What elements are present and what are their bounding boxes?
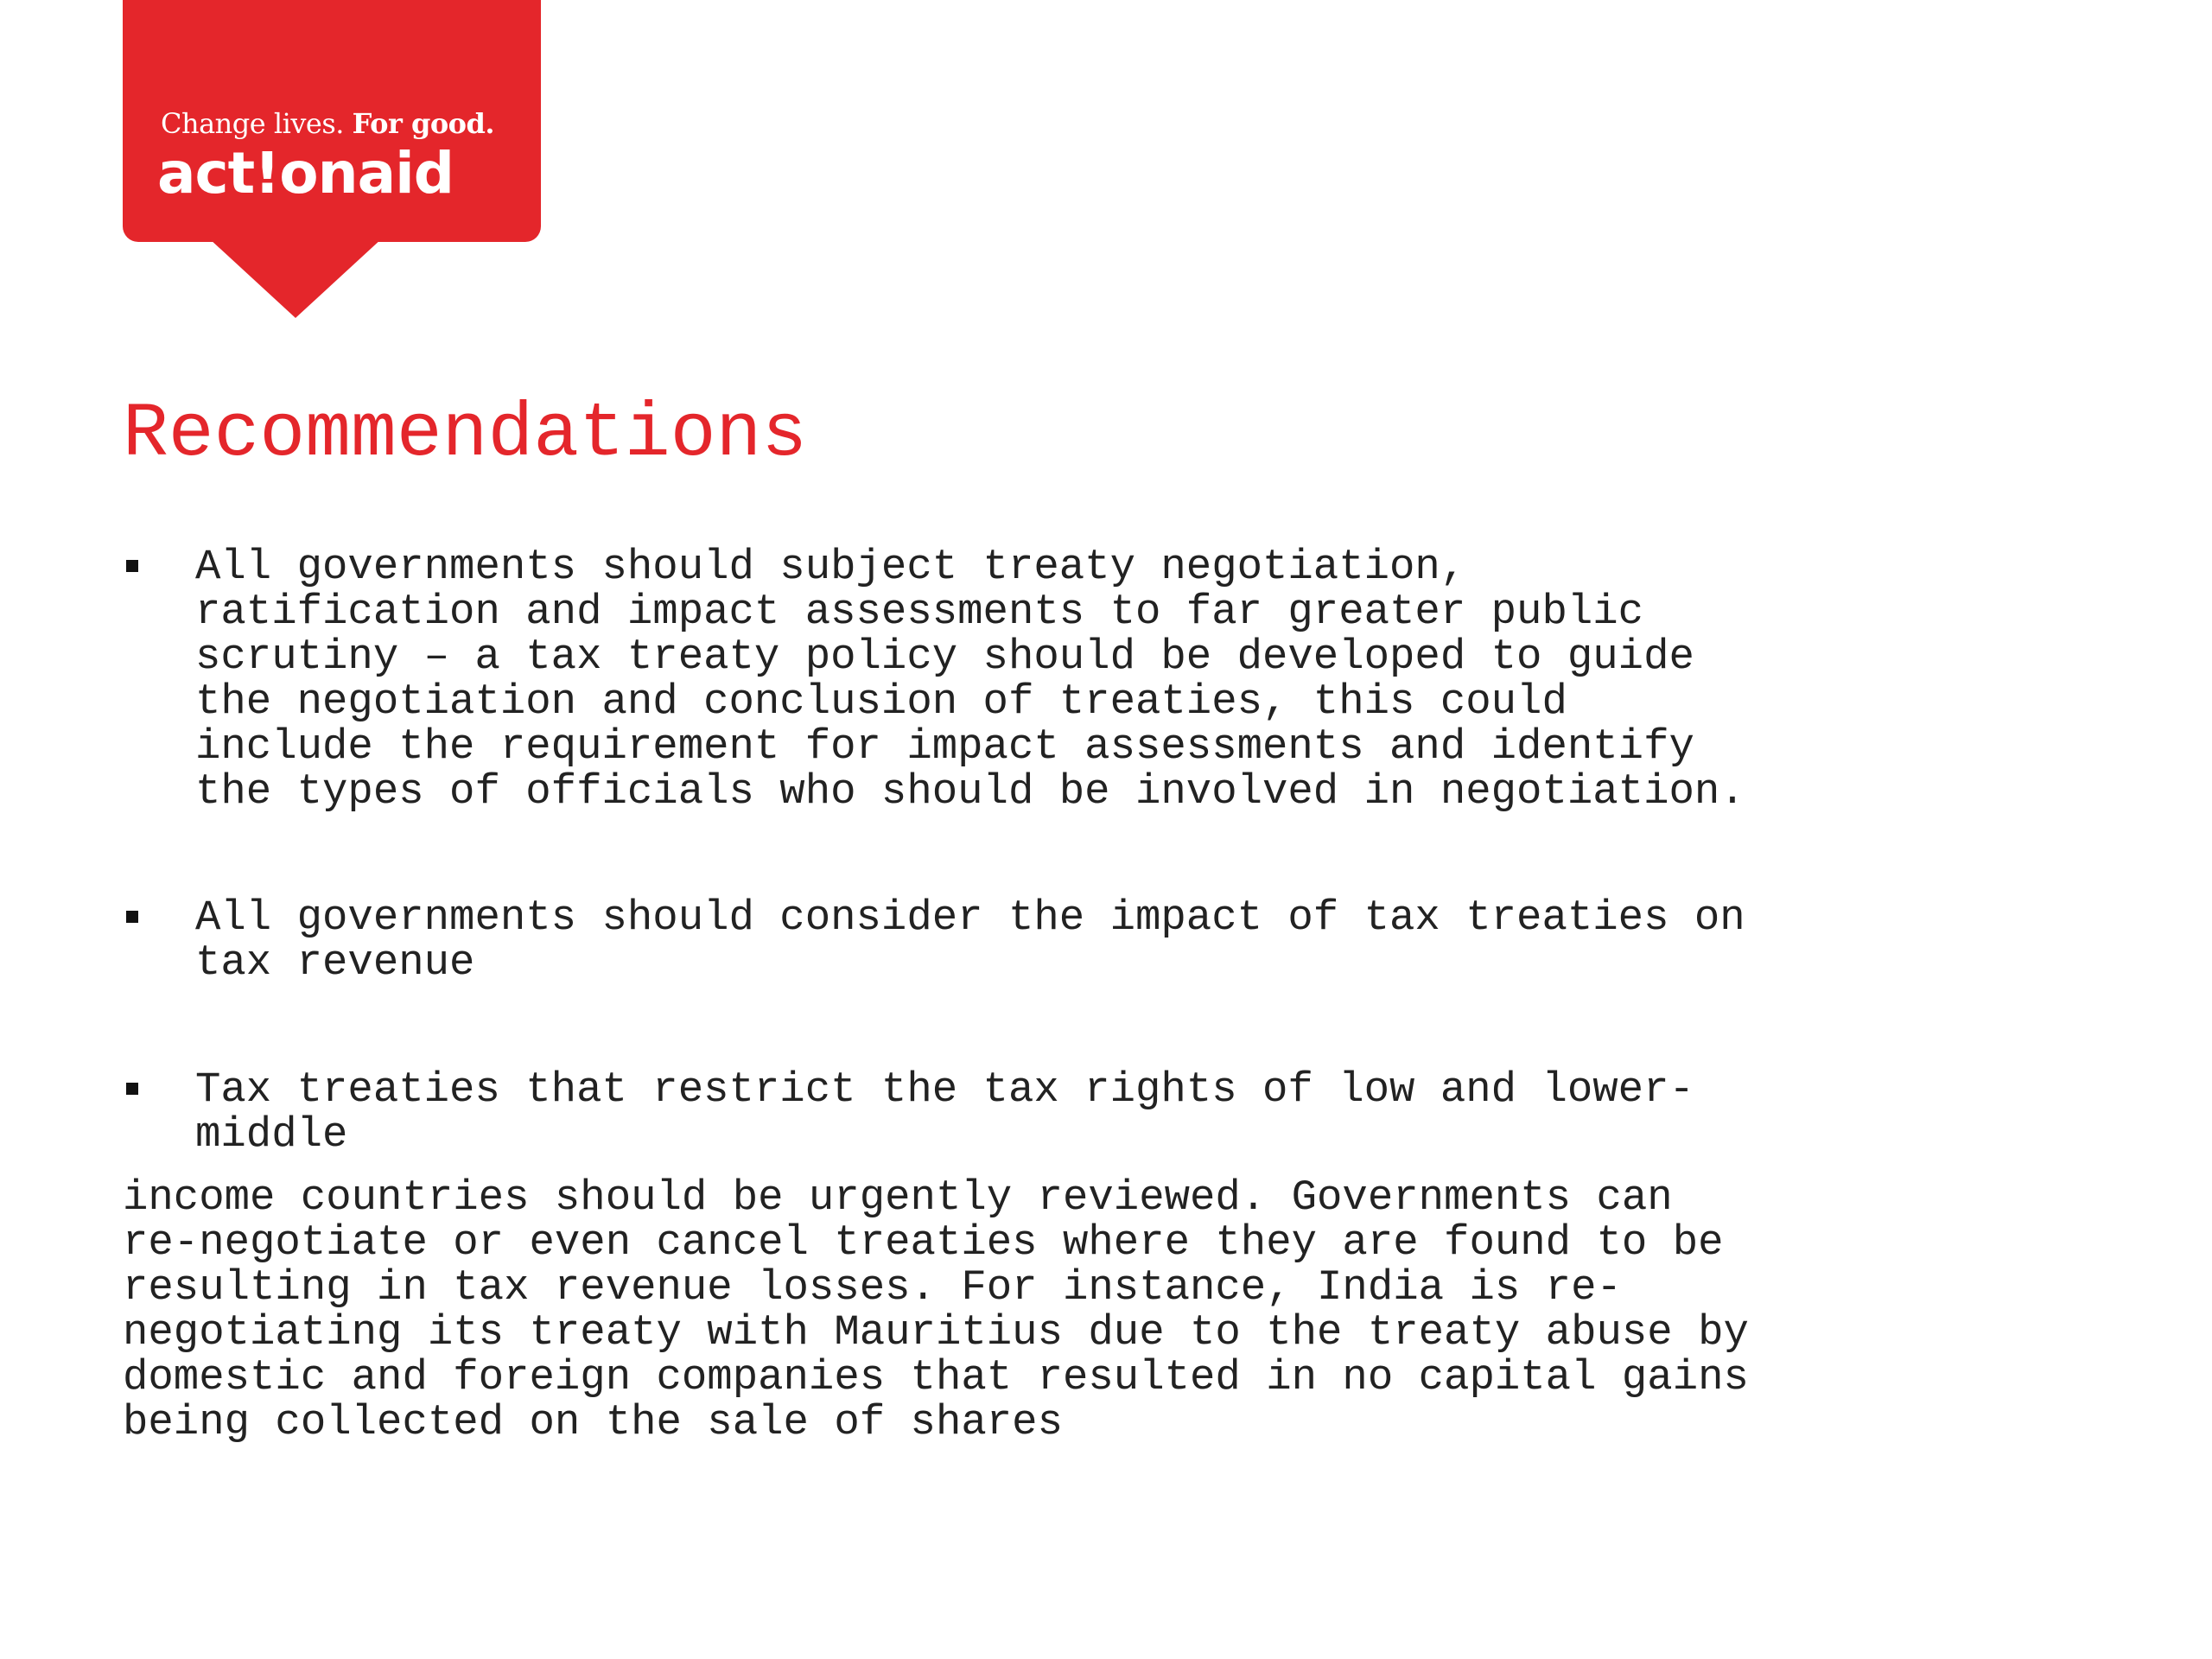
logo-wordmark: act!onaid	[157, 140, 454, 207]
bullet-marker	[126, 911, 138, 923]
bullet-item-3	[123, 1067, 1980, 1157]
bullet-text: All governments should subject treaty negotiation, ratification and impact assessments to far greater public scrutiny – a tax treaty policy should be developed to guide the negotiation and conclusion of treaties, this could include the requirement for impact assessments and identify the types of officials who should be involved in negotiation.	[195, 543, 1745, 816]
bullet-item-1	[123, 544, 1980, 814]
bullet-text: All governments should consider the impact of tax treaties on tax revenue	[195, 893, 1745, 987]
bullet-marker	[126, 560, 138, 572]
slide-title: Recommendations	[123, 392, 808, 478]
bullet-marker	[126, 1083, 138, 1095]
bullet-text: Tax treaties that restrict the tax rights of low and lower- middle	[195, 1065, 1694, 1159]
actionaid-logo	[123, 0, 541, 320]
bullet-item-2	[123, 895, 1980, 985]
logo-pointer	[209, 238, 382, 318]
paragraph-continuation: income countries should be urgently reviewed. Governments can re-negotiate or even cancel treaties where they are found to be resulting in tax revenue losses. For instance, India is re- negotiating its treaty with Mauritius due to the treaty abuse by domestic and foreign companies that resulted in no capital gains being collected on the sale of shares	[123, 1173, 1749, 1446]
logo-tagline-bold: For good.	[352, 107, 495, 140]
logo-tagline	[161, 107, 494, 140]
logo-tagline-light: Change lives.	[161, 107, 344, 140]
